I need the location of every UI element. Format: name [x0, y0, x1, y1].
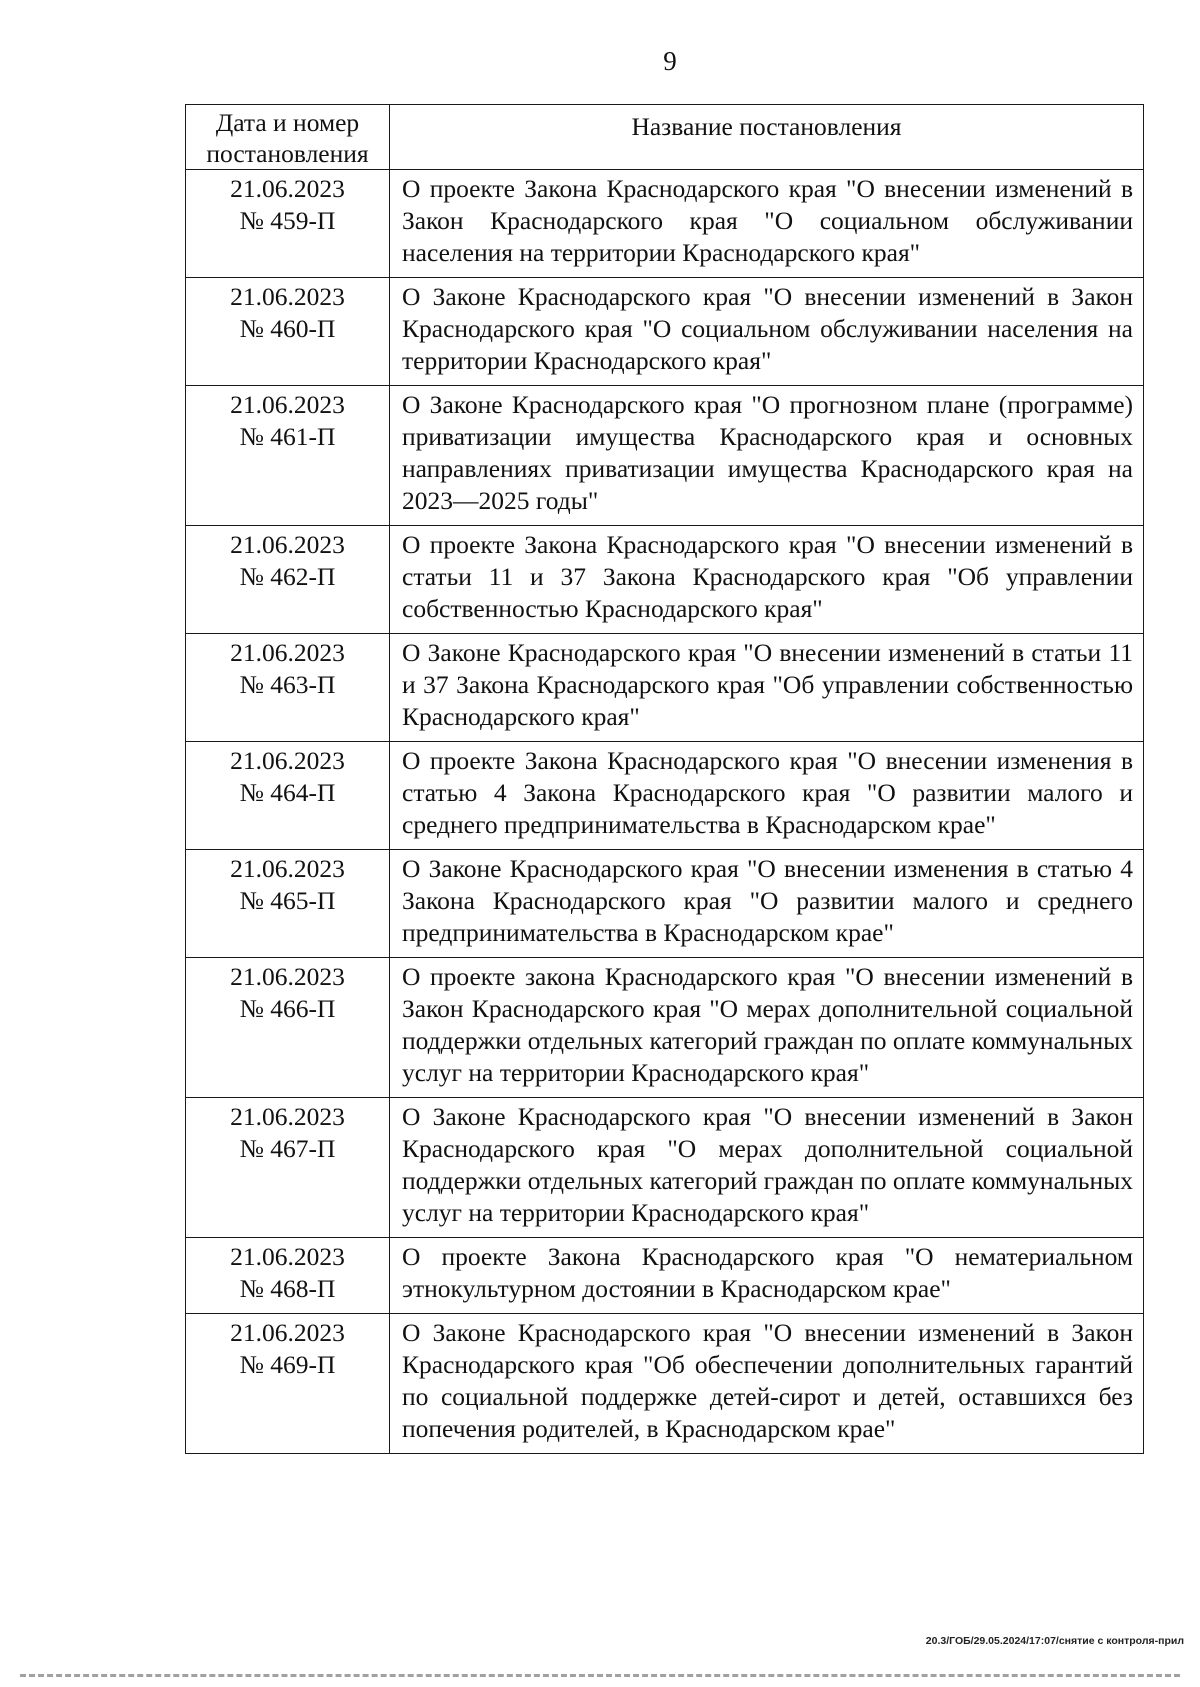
table-row	[186, 958, 1144, 1098]
table-row	[186, 526, 1144, 634]
table-row	[186, 386, 1144, 526]
decree-date: 21.06.2023	[230, 282, 345, 311]
decree-date-number-cell	[186, 1238, 390, 1314]
decree-number: № 462-П	[239, 562, 336, 591]
decree-date-number-cell	[186, 634, 390, 742]
decree-number: № 460-П	[239, 314, 336, 343]
decree-title: О Законе Краснодарского края "О внесении изменений в статьи 11 и 37 Закона Краснодарского края "Об управлении собственностью Краснодарского края"	[390, 634, 1144, 742]
decree-date: 21.06.2023	[230, 174, 345, 203]
decree-number: № 461-П	[239, 422, 336, 451]
decree-date: 21.06.2023	[230, 1318, 345, 1347]
decree-number: № 463-П	[239, 670, 336, 699]
table-header-row	[186, 105, 1144, 170]
registration-stamp: 20.3/ГОБ/29.05.2024/17:07/снятие с контроля-прил	[925, 1635, 1184, 1647]
header-date-number: Дата и номер постановления	[186, 105, 390, 170]
decree-number: № 467-П	[239, 1134, 336, 1163]
decrees-table	[185, 104, 1144, 1454]
decree-title: О проекте закона Краснодарского края "О внесении изменений в Закон Краснодарского края "О мерах дополнительной социальной поддержки отдельных категорий граждан по оплате коммунальных услуг на территории Краснодарского края"	[390, 958, 1144, 1098]
decree-title: О Законе Краснодарского края "О внесении изменения в статью 4 Закона Краснодарского края "О развитии малого и среднего предпринимательства в Краснодарском крае"	[390, 850, 1144, 958]
table-body	[186, 170, 1144, 1454]
header-title: Название постановления	[390, 105, 1144, 170]
decree-date-number-cell	[186, 850, 390, 958]
decree-number: № 469-П	[239, 1350, 336, 1379]
table-row	[186, 634, 1144, 742]
table-row	[186, 1314, 1144, 1454]
decree-date-number-cell	[186, 386, 390, 526]
decree-number: № 468-П	[239, 1274, 336, 1303]
decree-title: О Законе Краснодарского края "О внесении изменений в Закон Краснодарского края "О мерах дополнительной социальной поддержки отдельных категорий граждан по оплате коммунальных услуг на территории Краснодарского края"	[390, 1098, 1144, 1238]
decree-date: 21.06.2023	[230, 746, 345, 775]
decree-title: О проекте Закона Краснодарского края "О внесении изменения в статью 4 Закона Краснодарского края "О развитии малого и среднего предпринимательства в Краснодарском крае"	[390, 742, 1144, 850]
decree-number: № 459-П	[239, 206, 336, 235]
decree-number: № 464-П	[239, 778, 336, 807]
decree-number: № 466-П	[239, 994, 336, 1023]
table-row	[186, 170, 1144, 278]
scan-edge-divider	[20, 1674, 1180, 1681]
table-row	[186, 850, 1144, 958]
decree-date-number-cell	[186, 170, 390, 278]
decree-title: О Законе Краснодарского края "О внесении изменений в Закон Краснодарского края "Об обеспечении дополнительных гарантий по социальной поддержке детей-сирот и детей, оставшихся без попечения родителей, в Краснодарском крае"	[390, 1314, 1144, 1454]
decree-date-number-cell	[186, 742, 390, 850]
decree-date-number-cell	[186, 1314, 390, 1454]
decree-date: 21.06.2023	[230, 1102, 345, 1131]
decree-date: 21.06.2023	[230, 638, 345, 667]
decree-title: О Законе Краснодарского края "О прогнозном плане (программе) приватизации имущества Краснодарского края и основных направлениях приватизации имущества Краснодарского края на 2023—2025 годы"	[390, 386, 1144, 526]
decree-title: О проекте Закона Краснодарского края "О внесении изменений в Закон Краснодарского края "О социальном обслуживании населения на территории Краснодарского края"	[390, 170, 1144, 278]
decree-date: 21.06.2023	[230, 854, 345, 883]
table-row	[186, 1238, 1144, 1314]
decree-title: О проекте Закона Краснодарского края "О нематериальном этнокультурном достоянии в Краснодарском крае"	[390, 1238, 1144, 1314]
table-row	[186, 278, 1144, 386]
decree-date-number-cell	[186, 958, 390, 1098]
decree-date: 21.06.2023	[230, 1242, 345, 1271]
decree-date-number-cell	[186, 1098, 390, 1238]
decree-number: № 465-П	[239, 886, 336, 915]
decree-date-number-cell	[186, 526, 390, 634]
decree-title: О Законе Краснодарского края "О внесении изменений в Закон Краснодарского края "О социальном обслуживании населения на территории Краснодарского края"	[390, 278, 1144, 386]
decree-date: 21.06.2023	[230, 962, 345, 991]
table-row	[186, 1098, 1144, 1238]
decree-date-number-cell	[186, 278, 390, 386]
decree-title: О проекте Закона Краснодарского края "О внесении изменений в статьи 11 и 37 Закона Краснодарского края "Об управлении собственностью Краснодарского края"	[390, 526, 1144, 634]
decree-date: 21.06.2023	[230, 390, 345, 419]
table-row	[186, 742, 1144, 850]
page-number: 9	[663, 46, 677, 76]
decree-date: 21.06.2023	[230, 530, 345, 559]
